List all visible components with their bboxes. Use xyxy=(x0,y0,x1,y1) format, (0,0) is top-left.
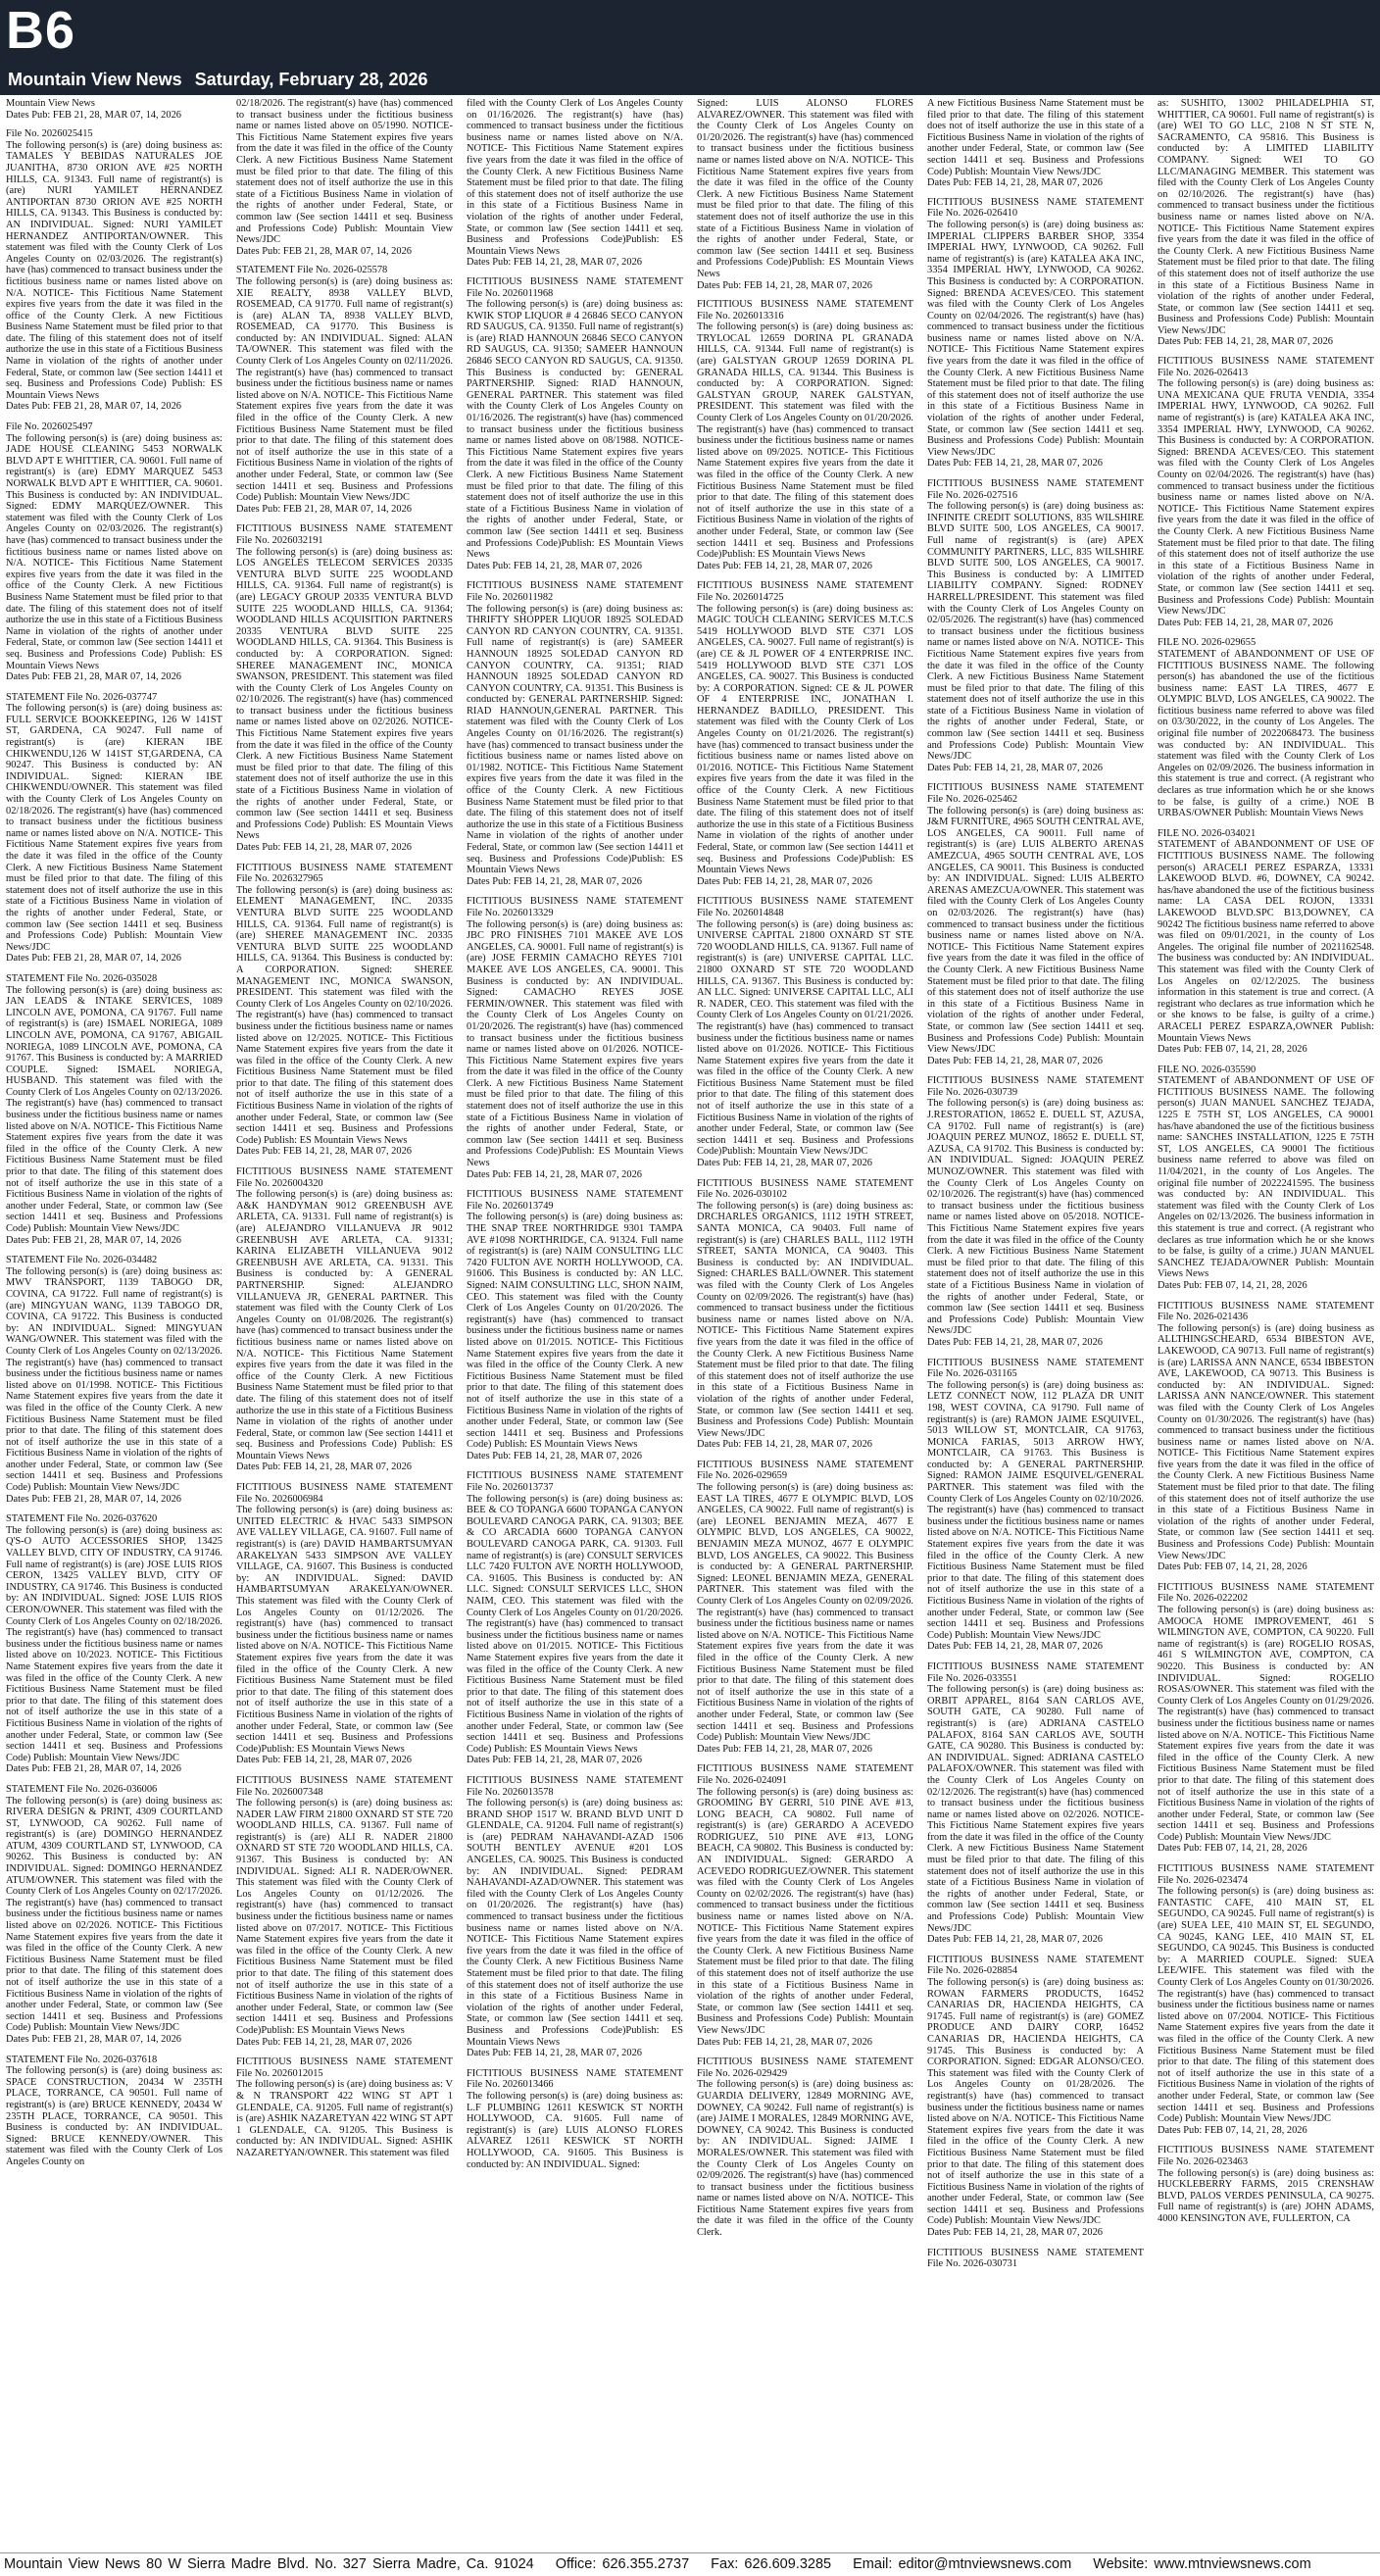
notice-body: The following person(s) is (are) doing business as: TAMALES Y BEBIDAS NATURALES JOE JUANITHA, 8730 ORION AVE #25 NORTH HILLS, CA. 91343. Full name of registrant(s) is (are) NURI YAMILET HERNANDEZ ANTIPORTAN 8730 ORION AVE #25 NORTH HILLS, CA. 91343. This Business is conducted by: AN INDIVIDUAL. Signed: NURI YAMILET HERNANDEZ ANTIPORTAN/OWNER. This statement was filed with the County Clerk of Los Angeles County on 02/03/2026. The registrant(s) have (has) commenced to transact business under the fictitious business name or names listed above on N/A. NOTICE- This Fictitious Name Statement expires five years from the date it was filed in the office of the County Clerk. A new Fictitious Business Name Statement must be filed prior to that date. The filing of this statement does not of itself authorize the use in this state of a Fictitious Business Name in violation of the rights of another under Federal, State, or common law (See section 14411 et seq. Business and Professions Code) Publish: ES Mountain Views News xyxy=(6,139,222,401)
legal-notice xyxy=(927,1075,1144,1348)
notice-file-number: FICTITIOUS BUSINESS NAME STATEMENT File No. 2026-026410 xyxy=(927,196,1144,220)
notice-publication-dates: Dates Pub: FEB 21, 28, MAR 07, 14, 2026 xyxy=(6,1234,181,1246)
notice-publication-dates: Dates Pub: FEB 21, 28, MAR 07, 14, 2026 xyxy=(6,2033,181,2045)
notice-publication-dates: Dates Pub: FEB 14, 21, 28, MAR 07, 2026 xyxy=(467,1450,642,1461)
notice-file-number: FICTITIOUS BUSINESS NAME STATEMENT File No. 2026006984 xyxy=(236,1482,453,1505)
legal-notice xyxy=(697,1460,913,1755)
notice-file-number: FICTITIOUS BUSINESS NAME STATEMENT File No. 2026-029429 xyxy=(697,2056,913,2079)
legal-notice xyxy=(927,2248,1144,2270)
notice-column xyxy=(467,98,683,2546)
notice-file-number: FICTITIOUS BUSINESS NAME STATEMENT File No. 2026-022202 xyxy=(1158,1581,1374,1605)
notice-column xyxy=(236,98,453,2546)
notice-publication-dates: Dates Pub: FEB 14, 21, 28, MAR 07, 2026 xyxy=(236,2036,412,2048)
legal-notice xyxy=(236,1775,453,2048)
footer xyxy=(0,2552,1380,2576)
notice-file-number: FILE NO. 2026-035590 xyxy=(1158,1064,1257,1075)
notice-body: The following person(s) is (are) doing business as: BEE & CO TOPANGA 6600 TOPANGA CANYON BOULEVARD CANOGA PARK, CA. 91303; BEE & CO ARCADIA 6600 TOPANGA CANYON BOULEVARD CANOGA PARK, CA. 91303. Full name of registrant(s) is (are) CONSULT SERVICES LLC 7420 FULTON AVE NORTH HOLLYWOOD, CA. 91605. This Business is conducted by: AN LLC. Signed: CONSULT SERVICES LLC, SHON NAIM, CEO. This statement was filed with the County Clerk of Los Angeles County on 01/20/2026. The registrant(s) have (has) commenced to transact business under the fictitious business name or names listed above on 01/2015. NOTICE- This Fictitious Name Statement expires five years from the date it was filed in the office of the County Clerk. A new Fictitious Business Name Statement must be filed prior to that date. The filing of this statement does not of itself authorize the use in this state of a Fictitious Business Name in violation of the rights of another under Federal, State, or common law (See section 14411 et seq. Business and Professions Code) Publish: ES Mountain Views News xyxy=(467,1493,683,1755)
continued-notice: as: SUSHITO, 13002 PHILADELPHIA ST, WHITTIER, CA 90601. Full name of registrant(s) is (are) WEI TO GO LLC, 2108 N ST STE N, SACRAMENTO, CA 95816. This Business is conducted by: A LIMITED LIABILITY COMPANY. Signed: WEI TO GO LLC/MANAGING MEMBER. This statement was filed with the County Clerk of Los Angeles County on 02/10/2026. The registrant(s) have (has) commenced to transact business under the fictitious business name or names listed above on N/A. NOTICE- This Fictitious Name Statement expires five years from the date it was filed in the office of the County Clerk. A new Fictitious Business Name Statement must be filed prior to that date. The filing of this statement does not of itself authorize the use in this state of a Fictitious Business Name in violation of the rights of another under Federal, State, or common law (See section 14411 et seq. Business and Professions Code) Publish: Mountain View News/JDC Dates Pub: FEB 14, 21, 28, MAR 07, 2026 xyxy=(1158,98,1374,348)
notice-body: The following person(s) is (are) doing business as: JAN LEADS & INTAKE SERVICES, 1089 LINCOLN AVE, POMONA, CA 91767. Full name of registrant(s) is (are) ISMAEL NORIEGA, 1089 LINCOLN AVE, POMONA, CA 91767, ABIGAIL NORIEGA, 1089 LINCOLN AVE, POMONA, CA 91767. This Business is conducted by: A MARRIED COUPLE. Signed: ISMAEL NORIEGA, HUSBAND. This statement was filed with the County Clerk of Los Angeles County on 02/13/2026. The registrant(s) have (has) commenced to transact business under the fictitious business name or names listed above on N/A. NOTICE- This Fictitious Name Statement expires five years from the date it was filed in the office of the County Clerk. A new Fictitious Business Name Statement must be filed prior to that date. The filing of this statement does not of itself authorize the use in this state of a Fictitious Business Name in violation of the rights of another under Federal, State, or common law (See section 14411 et seq. Business and Professions Code) Publish: Mountain View News/JDC xyxy=(6,984,222,1234)
notice-publication-dates: Dates Pub: FEB 14, 21, 28, MAR 07, 2026 xyxy=(236,842,412,853)
legal-notices-columns xyxy=(6,98,1374,2546)
notice-publication-dates: Dates Pub: FEB 21, 28, MAR 07, 14, 2026 xyxy=(6,1493,181,1505)
legal-notice xyxy=(927,1358,1144,1653)
notice-publication-dates: Dates Pub: FEB 14, 21, 28, MAR 07, 2026 xyxy=(927,1934,1103,1946)
notice-file-number: FILE NO. 2026-034021 xyxy=(1158,827,1257,839)
notice-body: The following person(s) is (are) doing business as: L.F PLUMBING 12611 KESWICK ST NORTH HOLLYWOOD, CA. 91605. Full name of registrant(s) is (are) LUIS ALONSO FLORES ALVAREZ 12611 KESWICK ST NORTH HOLLYWOOD, CA. 91605. This Business is conducted by: AN INDIVIDUAL. Signed: xyxy=(467,2090,683,2170)
notice-file-number: FICTITIOUS BUSINESS NAME STATEMENT File No. 2026-023463 xyxy=(1158,2145,1374,2167)
notice-file-number: FICTITIOUS BUSINESS NAME STATEMENT File No. 2026-031165 xyxy=(927,1357,1144,1380)
footer-fax: Fax: 626.609.3285 xyxy=(711,2556,832,2572)
legal-notice xyxy=(1158,1863,1374,2136)
notice-publication-dates: Dates Pub: FEB 21, 28, MAR 07, 14, 2026 xyxy=(6,1763,181,1775)
legal-notice xyxy=(1158,1582,1374,1855)
notice-file-number: STATEMENT File No. 2026-037618 xyxy=(6,2054,158,2065)
legal-notice xyxy=(6,1784,222,2046)
legal-notice xyxy=(6,2055,222,2168)
notice-publication-dates: Dates Pub: FEB 14, 21, 28, MAR 07, 2026 xyxy=(697,1158,872,1169)
legal-notice xyxy=(467,580,683,887)
notice-body: The following person(s) is (are) doing business as: MWV TRANSPORT, 1139 TABOGO DR, COVINA, CA 91722. Full name of registrant(s) is (are) MINGYUAN WANG, 1139 TABOGO DR, COVINA, CA 91722. This Business is conducted by: AN INDIVIDUAL. Signed: MINGYUAN WANG/OWNER. This statement was filed with the County Clerk of Los Angeles County on 02/13/2026. The registrant(s) have (has) commenced to transact business under the fictitious business name or names listed above on 01/1998. NOTICE- This Fictitious Name Statement expires five years from the date it was filed in the office of the County Clerk. A new Fictitious Business Name Statement must be filed prior to that date. The filing of this statement does not of itself authorize the use in this state of a Fictitious Business Name in violation of the rights of another under Federal, State, or common law (See section 14411 et seq. Business and Professions Code) Publish: Mountain View News/JDC xyxy=(6,1265,222,1494)
notice-body: STATEMENT of ABANDONMENT OF USE OF FICTITIOUS BUSINESS NAME. The following person(s) JUAN MANUEL SANCHEZ TEJADA, 1225 E 75TH ST, LOS ANGELES, CA 90001 has/have abandoned the use of the fictitious business name: SANCHES INSTALLATION, 1225 E 75TH ST, LOS ANGELES, CA 90001 The fictitious business name referred to above was filed on 11/04/2021, in the county of Los Angeles. The original file number of 2022241595. The business was conducted by: AN INDIVIDUAL. This statement was filed with the County Clerk of Los Angeles on 02/13/2026. The business information in this statement is true and correct. (A registrant who declares as true information which he or she knows to be false, is guilty of a crime.) JUAN MANUEL SANCHEZ TEJADA/OWNER Publish: Mountain Views News xyxy=(1158,1075,1374,1280)
legal-notice xyxy=(927,478,1144,773)
notice-file-number: FICTITIOUS BUSINESS NAME STATEMENT File No. 2026011968 xyxy=(467,275,683,299)
legal-notice xyxy=(697,1178,913,1451)
notice-body: The following person(s) is (are) doing business as: UNA MEXICANA QUE FRUTA VENDIA, 3354 IMPERIAL HWY, LYNWOOD, CA 90262. Full name of registrant(s) is (are) KATALEA AKA INC, 3354 IMPERIAL HWY, LYNWOOD, CA 90262. This Business is conducted by: A CORPORATION. Signed: BRENDA ACEVES/CEO. This statement was filed with the County Clerk of Los Angeles County on 02/04/2026. The registrant(s) have (has) commenced to transact business under the fictitious business name or names listed above on N/A. NOTICE- This Fictitious Name Statement expires five years from the date it was filed in the office of the County Clerk. A new Fictitious Business Name Statement must be filed prior to that date. The filing of this statement does not of itself authorize the use in this state of a Fictitious Business Name in violation of the rights of another under Federal, State, or common law (See section 14411 et seq. Business and Professions Code) Publish: Mountain View News/JDC xyxy=(1158,378,1374,618)
notice-body: The following person(s) is (are) doing business as: V & N TRANSPORT 422 WING ST APT 1 GLENDALE, CA. 91205. Full name of registrant(s) is (are) ASHIK NAZARETYAN 422 WING ST APT 1 GLENDALE, CA. 91205. This Business is conducted by: AN INDIVIDUAL. Signed: ASHIK NAZARETYAN/OWNER. This statement was filed xyxy=(236,2079,453,2158)
continued-notice: filed with the County Clerk of Los Angeles County on 01/16/2026. The registrant(s) have (has) commenced to transact business under the fictitious business name or names listed above on N/A. NOTICE- This Fictitious Name Statement expires five years from the date it was filed in the office of the County Clerk. A new Fictitious Business Name Statement must be filed prior to that date. The filing of this statement does not of itself authorize the use in this state of a Fictitious Business Name in violation of the rights of another under Federal, State, or common law (See section 14411 et seq. Business and Professions Code)Publish: ES Mountain Views News Dates Pub: FEB 14, 21, 28, MAR 07, 2026 xyxy=(467,98,683,269)
legal-notice xyxy=(236,1482,453,1766)
notice-file-number: FICTITIOUS BUSINESS NAME STATEMENT File No. 2026012015 xyxy=(236,2056,453,2079)
notice-body: The following person(s) is (are) doing business as: ROWAN FARMERS PRODUCTS, 16452 CANARIAS DR, HACIENDA HEIGHTS, CA 91745. Full name of registrant(s) is (are) GOMEZ PRODUCE AND DAIRY CORP, 16452 CANARIAS DR, HACIENDA HEIGHTS, CA 91745. This Business is conducted by: A CORPORATION. Signed: EDGAR ALONSO/CEO. This statement was filed with the County Clerk of Los Angeles County on 01/28/2026. The registrant(s) have (has) commenced to transact business under the fictitious business name or names listed above on N/A. NOTICE- This Fictitious Name Statement expires five years from the date it was filed in the office of the County Clerk. A new Fictitious Business Name Statement must be filed prior to that date. The filing of this statement does not of itself authorize the use in this state of a Fictitious Business Name in violation of the rights of another under Federal, State, or common law (See section 14411 et seq. Business and Professions Code) Publish: Mountain View News/JDC xyxy=(927,1977,1144,2227)
notice-file-number: FICTITIOUS BUSINESS NAME STATEMENT File No. 2026014848 xyxy=(697,896,913,918)
notice-file-number: FICTITIOUS BUSINESS NAME STATEMENT File No. 2026-024091 xyxy=(697,1763,913,1786)
notice-publication-dates: Dates Pub: FEB 14, 21, 28, MAR 07, 2026 xyxy=(927,1641,1103,1653)
masthead xyxy=(0,0,1380,95)
notice-body: The following person(s) is (are) doing business as: Q'S-O AUTO ACCESSORIES SHOP, 13425 VALLEY BLVD, CITY OF INDUSTRY, CA 91746. Full name of registrant(s) is (are) JOSE LUIS RIOS CERON, 13425 VALLEY BLVD, CITY OF INDUSTRY, CA 91746. This Business is conducted by: AN INDIVIDUAL. Signed: JOSE LUIS RIOS CERON/OWNER. This statement was filed with the County Clerk of Los Angeles County on 02/18/2026. The registrant(s) have (has) commenced to transact business under the fictitious business name or names listed above on 10/2023. NOTICE- This Fictitious Name Statement expires five years from the date it was filed in the office of the County Clerk. A new Fictitious Business Name Statement must be filed prior to that date. The filing of this statement does not of itself authorize the use in this state of a Fictitious Business Name in violation of the rights of another under Federal, State, or common law (See section 14411 et seq. Business and Professions Code) Publish: Mountain View News/JDC xyxy=(6,1524,222,1763)
notice-body: The following person(s) is (are) doing business as: GROOMING BY GERRI, 510 PINE AVE #13, LONG BEACH, CA 90802. Full name of registrant(s) is (are) GERARDO A ACEVEDO RODRIGUEZ, 510 PINE AVE #13, LONG BEACH, CA 90802. This Business is conducted by: AN INDIVIDUAL. Signed: GERARDO A ACEVEDO RODRIGUEZ/OWNER. This statement was filed with the County Clerk of Los Angeles County on 02/02/2026. The registrant(s) have (has) commenced to transact business under the fictitious business name or names listed above on N/A. NOTICE- This Fictitious Name Statement expires five years from the date it was filed in the office of the County Clerk. A new Fictitious Business Name Statement must be filed prior to that date. The filing of this statement does not of itself authorize the use in this state of a Fictitious Business Name in violation of the rights of another under Federal, State, or common law (See section 14411 et seq. Business and Professions Code) Publish: Mountain View News/JDC xyxy=(697,1786,913,2036)
notice-body: The following person(s) is (are) doing business as: KWIK STOP LIQUOR # 4 26846 SECO CANYON RD SAUGUS, CA. 91350. Full name of registrant(s) is (are) RIAD HANNOUN 26846 SECO CANYON RD SAUGUS, CA. 91350; SAMEER HANNOUN 26846 SECO CANYON RD SAUGUS, CA. 91350. This Business is conducted by: GENERAL PARTNERSHIP. Signed: RIAD HANNOUN, GENERAL PARTNER. This statement was filed with the County Clerk of Los Angeles County on 01/16/2026. The registrant(s) have (has) commenced to transact business under the fictitious business name or names listed above on 08/1988. NOTICE- This Fictitious Name Statement expires five years from the date it was filed in the office of the County Clerk. A new Fictitious Business Name Statement must be filed prior to that date. The filing of this statement does not of itself authorize the use in this state of a Fictitious Business Name in violation of the rights of another under Federal, State, or common law (See section 14411 et seq. Business and Professions Code)Publish: ES Mountain Views News xyxy=(467,299,683,561)
notice-body: The following person(s) is (are) doing business as: HUCKLEBERRY FARMS, 2015 CRENSHAW BLVD, PALOS VERDES PENINSULA, CA 90275. Full name of registrant(s) is (are) JOHN ADAMS, 4000 KENSINGTON AVE, FULLERTON, CA xyxy=(1158,2167,1374,2224)
legal-notice xyxy=(1158,2145,1374,2224)
legal-notice xyxy=(697,896,913,1168)
footer-email[interactable]: Email: editor@mtnviewsnews.com xyxy=(853,2556,1072,2572)
notice-publication-dates: Dates Pub: FEB 14, 21, 28, MAR 07, 2026 xyxy=(467,560,642,571)
notice-body: The following person(s) is (are) doing business as: GUARDIA DELIVERY, 12849 MORNING AVE, DOWNEY, CA 90242. Full name of registrant(s) is (are) JAIME I MORALES, 12849 MORNING AVE, DOWNEY, CA 90242. This Business is conducted by: AN INDIVIDUAL. Signed: JAIME I MORALES/OWNER. This statement was filed with the County Clerk of Los Angeles County on 02/09/2026. The registrant(s) have (has) commenced to transact business under the fictitious business name or names listed above on N/A. NOTICE- This Fictitious Name Statement expires five years from the date it was filed in the office of the County Clerk. xyxy=(697,2079,913,2239)
continued-notice: Mountain View News Dates Pub: FEB 21, 28, MAR 07, 14, 2026 xyxy=(6,98,181,121)
notice-publication-dates: Dates Pub: FEB 07, 14, 21, 28, 2026 xyxy=(1158,1843,1307,1855)
notice-body: The following person(s) is (are) doing business as: MAGIC TOUCH CLEANING SERVICES M.T.C.S 5419 HOLLYWOOD BLVD STE C371 LOS ANGELES, CA. 90027. Full name of registrant(s) is (are) CE & JL POWER OF 4 ENTERPRISE INC. 5419 HOLLYWOOD BLVD STE C371 LOS ANGELES, CA. 90027. This Business is conducted by: A CORPORATION. Signed: CE & JL POWER OF 4 ENTERPRISE INC, JONATHAN I. HERNANDEZ BADILLO, PRESIDENT. This statement was filed with the County Clerk of Los Angeles County on 01/21/2026. The registrant(s) have (has) commenced to transact business under the fictitious business name or names listed above on 01/2016. NOTICE- This Fictitious Name Statement expires five years from the date it was filed in the office of the County Clerk. A new Fictitious Business Name Statement must be filed prior to that date. The filing of this statement does not of itself authorize the use in this state of a Fictitious Business Name in violation of the rights of another under Federal, State, or common law (See section 14411 et seq. Business and Professions Code)Publish: ES Mountain Views News xyxy=(697,603,913,876)
notice-publication-dates: Dates Pub: FEB 21, 28, MAR 07, 14, 2026 xyxy=(236,503,412,515)
notice-body: The following person(s) is (are) doing business as ALLTHINGSCHEARD, 6534 BIBESTON AVE, LAKEWOOD, CA 90713. Full name of registrant(s) is (are) LARISSA ANN NANCE, 6534 IBBESTON AVE, LAKEWOOD, CA 90713. This Business is conducted by: AN INDIVIDUAL. Signed: LARISSA ANN NANCE/OWNER. This statement was filed with the County Clerk of Los Angeles County on 01/30/2026. The registrant(s) have (has) commenced to transact business under the fictitious business name or names listed above on N/A. NOTICE- This Fictitious Name Statement expires five years from the date it was filed in the office of the County Clerk. A new Fictitious Business Name Statement must be filed prior to that date. The filing of this statement does not of itself authorize the use in this state of a Fictitious Business Name in violation of the rights of another under Federal, State, or common law (See section 14411 et seq. Business and Professions Code) Publish: Mountain View News/JDC xyxy=(1158,1322,1374,1561)
notice-body: The following person(s) is (are) doing business as: LOS ANGELES TELECOM SERVICES 20335 VENTURA BLVD SUITE 225 WOODLAND HILLS, CA. 91364. Full name of registrant(s) is (are) LEGACY GROUP 20335 VENTURA BLVD SUITE 225 WOODLAND HILLS, CA. 91364; WOODLAND HILLS ACQUISITION PARTNERS 20335 VENTURA BLVD SUITE 225 WOODLAND HILLS, CA. 91364. This Business is conducted by: A CORPORATION. Signed: SHEREE MANAGEMENT INC, MONICA SWANSON, PRESIDENT. This statement was filed with the County Clerk of Los Angeles County on 02/10/2026. The registrant(s) have (has) commenced to transact business under the fictitious business name or names listed above on 02/2026. NOTICE- This Fictitious Name Statement expires five years from the date it was filed in the office of the County Clerk. A new Fictitious Business Name Statement must be filed prior to that date. The filing of this statement does not of itself authorize the use in this state of a Fictitious Business Name in violation of the rights of another under Federal, State, or common law (See section 14411 et seq. Business and Professions Code) Publish: ES Mountain Views News xyxy=(236,546,453,842)
notice-body: The following person(s) is (are) doing business as: UNITED ELECTRIC & HVAC 5433 SIMPSON AVE VALLEY VILLAGE, CA. 91607. Full name of registrant(s) is (are) DAVID HAMBARTSUMYAN ARAKELYAN 5433 SIMPSON AVE VALLEY VILLAGE, CA. 91607. This Business is conducted by: AN INDIVIDUAL. Signed: DAVID HAMBARTSUMYAN ARAKELYAN/OWNER. This statement was filed with the County Clerk of Los Angeles County on 01/12/2026. The registrant(s) have (has) commenced to transact business under the fictitious business name or names listed above on N/A. NOTICE- This Fictitious Name Statement expires five years from the date it was filed in the office of the County Clerk. A new Fictitious Business Name Statement must be filed prior to that date. The filing of this statement does not of itself authorize the use in this state of a Fictitious Business Name in violation of the rights of another under Federal, State, or common law (See section 14411 et seq. Business and Professions Code)Publish: ES Mountain Views News xyxy=(236,1505,453,1755)
notice-file-number: FICTITIOUS BUSINESS NAME STATEMENT File No. 2026013329 xyxy=(467,896,683,918)
legal-notice xyxy=(467,1775,683,2059)
legal-notice xyxy=(1158,1065,1374,1292)
continued-notice: A new Fictitious Business Name Statement must be filed prior to that date. The filing of this statement does not of itself authorize the use in this state of a Fictitious Business Name in violation of the rights of another under Federal, State, or common law (See section 14411 et seq. Business and Professions Code) Publish: Mountain View News/JDC Dates Pub: FEB 14, 21, 28, MAR 07, 2026 xyxy=(927,98,1144,189)
notice-file-number: FICTITIOUS BUSINESS NAME STATEMENT File No. 2026-030102 xyxy=(697,1177,913,1201)
notice-body: The following person(s) is (are) doing business as: A&K HANDYMAN 9012 GREENBUSH AVE ARLETA, CA. 91331. Full name of registrant(s) is (are) ALEJANDRO VILLANUEVA JR 9012 GREENBUSH AVE ARLETA, CA. 91331; KARINA ELIZABETH VILLANUEVA 9012 GREENBUSH AVE ARLETA, CA. 91331. This Business is conducted by: A GENERAL PARTNERSHIP. Signed: ALEJANDRO VILLANUEVA JR, GENERAL PARTNER. This statement was filed with the County Clerk of Los Angeles County on 01/08/2026. The registrant(s) have (has) commenced to transact business under the fictitious business name or names listed above on N/A. NOTICE- This Fictitious Name Statement expires five years from the date it was filed in the office of the County Clerk. A new Fictitious Business Name Statement must be filed prior to that date. The filing of this statement does not of itself authorize the use in this state of a Fictitious Business Name in violation of the rights of another under Federal, State, or common law (See section 14411 et seq. Business and Professions Code) Publish: ES Mountain Views News xyxy=(236,1189,453,1461)
legal-notice xyxy=(6,1255,222,1505)
legal-notice xyxy=(6,128,222,413)
notice-body: The following person(s) is (are) doing business as: JBC PRO FINISHES 7101 MAKEE AVE LOS ANGELES, CA. 90001. Full name of registrant(s) is (are) JOSE FERMIN CAMACHO REYES 7101 MAKEE AVE LOS ANGELES, CA. 90001. This Business is conducted by: AN INDIVIDUAL. Signed: CAMACHO REYES JOSE FERMIN/OWNER. This statement was filed with the County Clerk of Los Angeles County on 01/20/2026. The registrant(s) have (has) commenced to transact business under the fictitious business name or names listed above on 01/2026. NOTICE- This Fictitious Name Statement expires five years from the date it was filed in the office of the County Clerk. A new Fictitious Business Name Statement must be filed prior to that date. The filing of this statement does not of itself authorize the use in this state of a Fictitious Business Name in violation of the rights of another under Federal, State, or common law (See section 14411 et seq. Business and Professions Code)Publish: ES Mountain Views News xyxy=(467,918,683,1169)
notice-file-number: FICTITIOUS BUSINESS NAME STATEMENT File No. 2026-033551 xyxy=(927,1660,1144,1684)
notice-file-number: FICTITIOUS BUSINESS NAME STATEMENT File No. 2026007348 xyxy=(236,1774,453,1798)
notice-body: The following person(s) is (are) doing business as: BRAND SHOP 1517 W. BRAND BLVD UNIT D GLENDALE, CA. 91204. Full name of registrant(s) is (are) PEDRAM NAHAVANDI-AZAD 1506 SOUTH BENTLEY AVENUE #201 LOS ANGELES, CA. 90025. This Business is conducted by: AN INDIVIDUAL. Signed: PEDRAM NAHAVANDI-AZAD/OWNER. This statement was filed with the County Clerk of Los Angeles County on 01/20/2026. The registrant(s) have (has) commenced to transact business under the fictitious business name or names listed above on N/A. NOTICE- This Fictitious Name Statement expires five years from the date it was filed in the office of the County Clerk. A new Fictitious Business Name Statement must be filed prior to that date. The filing of this statement does not of itself authorize the use in this state of a Fictitious Business Name in violation of the rights of another under Federal, State, or common law (See section 14411 et seq. Business and Professions Code)Publish: ES Mountain Views News xyxy=(467,1798,683,2048)
notice-file-number: FICTITIOUS BUSINESS NAME STATEMENT File No. 2026011982 xyxy=(467,580,683,603)
notice-file-number: File No. 2026025497 xyxy=(6,421,93,433)
notice-file-number: FICTITIOUS BUSINESS NAME STATEMENT File No. 2026-025462 xyxy=(927,782,1144,806)
legal-notice xyxy=(927,1661,1144,1946)
footer-website[interactable]: Website: www.mtnviewsnews.com xyxy=(1093,2556,1311,2572)
notice-file-number: FICTITIOUS BUSINESS NAME STATEMENT File No. 2026013466 xyxy=(467,2067,683,2091)
notice-publication-dates: Dates Pub: FEB 14, 21, 28, MAR 07, 2026 xyxy=(467,1168,642,1180)
notice-publication-dates: Dates Pub: FEB 14, 21, 28, MAR 07, 2026 xyxy=(927,2227,1103,2239)
notice-publication-dates: Dates Pub: FEB 14, 21, 28, MAR 07, 2026 xyxy=(467,1755,642,1766)
notice-publication-dates: Dates Pub: FEB 21, 28, MAR 07, 14, 2026 xyxy=(6,401,181,413)
notice-file-number: File No. 2026025415 xyxy=(6,128,93,140)
legal-notice xyxy=(467,2068,683,2170)
notice-body: The following person(s) is (are) doing business as: FULL SERVICE BOOKKEEPING, 126 W 141ST ST, GARDENA, CA 90247. Full name of registrant(s) is (are) KIERAN IBE CHIKWENDU,126 W 141ST ST,GARDENA, CA 90247. This Business is conducted by: AN INDIVIDUAL. Signed: KIERAN IBE CHIKWENDU/OWNER. This statement was filed with the County Clerk of Los Angeles County on 02/18/2026. The registrant(s) have (has) commenced to transact business under the fictitious business name or names listed above on N/A. NOTICE- This Fictitious Name Statement expires five years from the date it was filed in the office of the County Clerk. A new Fictitious Business Name Statement must be filed prior to that date. The filing of this statement does not of itself authorize the use in this state of a Fictitious Business Name in violation of the rights of another under Federal, State, or common law (See section 14411 et seq. Business and Professions Code) Publish: Mountain View News/JDC xyxy=(6,703,222,953)
notice-publication-dates: Dates Pub: FEB 14, 21, 28, MAR 07, 2026 xyxy=(467,875,642,887)
notice-body: The following person(s) is (are) doing business as: NADER LAW FIRM 21800 OXNARD ST STE 720 WOODLAND HILLS, CA. 91367. Full name of registrant(s) is (are) ALI R. NADER 21800 OXNARD ST STE 720 WOODLAND HILLS, CA. 91367. This Business is conducted by: AN INDIVIDUAL. Signed: ALI R. NADER/OWNER. This statement was filed with the County Clerk of Los Angeles County on 01/12/2026. The registrant(s) have (has) commenced to transact business under the fictitious business name or names listed above on 07/2017. NOTICE- This Fictitious Name Statement expires five years from the date it was filed in the office of the County Clerk. A new Fictitious Business Name Statement must be filed prior to that date. The filing of this statement does not of itself authorize the use in this state of a Fictitious Business Name in violation of the rights of another under Federal, State, or common law (See section 14411 et seq. Business and Professions Code)Publish: ES Mountain Views News xyxy=(236,1798,453,2036)
notice-file-number: STATEMENT File No. 2026-037620 xyxy=(6,1513,158,1525)
legal-notice xyxy=(697,2056,913,2239)
legal-notice xyxy=(236,2056,453,2158)
legal-notice xyxy=(236,523,453,853)
notice-publication-dates: Dates Pub: FEB 14, 21, 28, MAR 07, 2026 xyxy=(236,1755,412,1766)
notice-publication-dates: Dates Pub: FEB 07, 14, 21, 28, 2026 xyxy=(1158,1044,1307,1056)
notice-publication-dates: Dates Pub: FEB 14, 21, 28, MAR 07, 2026 xyxy=(697,2036,872,2048)
notice-file-number: FICTITIOUS BUSINESS NAME STATEMENT File No. 2026-026413 xyxy=(1158,356,1374,378)
notice-file-number: FICTITIOUS BUSINESS NAME STATEMENT File No. 2026013737 xyxy=(467,1470,683,1494)
legal-notice xyxy=(697,1763,913,2048)
legal-notice xyxy=(6,692,222,965)
notice-body: The following person(s) is (are) doing business as: FANTASTIC CAFE, 410 MAIN ST, EL SEGUNDO, CA 90245. Full name of registrant(s) is (are) SUEA LEE, 410 MAIN ST, EL SEGUNDO, CA 90245, KANG LEE, 410 MAIN ST, EL SEGUNDO, CA 90245. This Business is conducted by: A MARRIED COUPLE. Signed: SUEA LEE/WIFE. This statement was filed with the County Clerk of Los Angeles County on 01/30/2026. The registrant(s) have (has) commenced to transact business under the fictitious business name or names listed above on 07/2004. NOTICE- This Fictitious Name Statement expires five years from the date it was filed in the office of the County Clerk. A new Fictitious Business Name Statement must be filed prior to that date. The filing of this statement does not of itself authorize the use in this state of a Fictitious Business Name in violation of the rights of another under Federal, State, or common law (See section 14411 et seq. Business and Professions Code) Publish: Mountain View News/JDC xyxy=(1158,1886,1374,2125)
notice-body: The following person(s) is (are) doing business as: DRCHARLES ORGANICS, 1112 19TH STREET, SANTA MONICA, CA 90403. Full name of registrant(s) is (are) CHARLES BALL, 1112 19TH STREET, SANTA MONICA, CA 90403. This Business is conducted by: AN INDIVIDUAL. Signed: CHARLES BALL/OWNER. This statement was filed with the County Clerk of Los Angeles County on 02/09/2026. The registrant(s) have (has) commenced to transact business under the fictitious business name or names listed above on N/A. NOTICE- This Fictitious Name Statement expires five years from the date it was filed in the office of the County Clerk. A new Fictitious Business Name Statement must be filed prior to that date. The filing of this statement does not of itself authorize the use in this state of a Fictitious Business Name in violation of the rights of another under Federal, State, or common law (See section 14411 et seq. Business and Professions Code) Publish: Mountain View News/JDC xyxy=(697,1200,913,1439)
notice-file-number: STATEMENT File No. 2026-037747 xyxy=(6,691,158,703)
notice-column xyxy=(6,98,222,2546)
notice-publication-dates: Dates Pub: FEB 14, 21, 28, MAR 07, 2026 xyxy=(927,458,1103,470)
legal-notice xyxy=(6,973,222,1246)
notice-body: The following person(s) is (are) doing business as: INFINITE CREDIT SOLUTIONS, 835 WILSHIRE BLVD SUITE 500, LOS ANGELES, CA 90017. Full name of registrant(s) is (are) APEX COMMUNITY PARTNERS, LLC, 835 WILSHIRE BLVD SUITE 500, LOS ANGELES, CA 90017. This Business is conducted by: A LIMITED LIABILITY COMPANY. Signed: RODNEY HARRELL/PRESIDENT. This statement was filed with the County Clerk of Los Angeles County on 02/05/2026. The registrant(s) have (has) commenced to transact business under the fictitious business name or names listed above on N/A. NOTICE- This Fictitious Name Statement expires five years from the date it was filed in the office of the County Clerk. A new Fictitious Business Name Statement must be filed prior to that date. The filing of this statement does not of itself authorize the use in this state of a Fictitious Business Name in violation of the rights of another under Federal, State, or common law (See section 14411 et seq. Business and Professions Code) Publish: Mountain View News/JDC xyxy=(927,501,1144,763)
notice-file-number: STATEMENT File No. 2026-034482 xyxy=(6,1255,158,1266)
notice-column xyxy=(697,98,913,2546)
footer-office-phone: Office: 626.355.2737 xyxy=(555,2556,690,2572)
continued-notice: 02/18/2026. The registrant(s) have (has) commenced to transact business under the fictitious business name or names listed above on 05/1990. NOTICE- This Fictitious Name Statement expires five years from the date it was filed in the office of the County Clerk. A new Fictitious Business Name Statement must be filed prior to that date. The filing of this statement does not of itself authorize the use in this state of a Fictitious Business Name in violation of the rights of another under Federal, State, or common law (See section 14411 et seq. Business and Professions Code) Publish: Mountain View News/JDC Dates Pub: FEB 21, 28, MAR 07, 14, 2026 xyxy=(236,98,453,257)
notice-publication-dates: Dates Pub: FEB 14, 21, 28, MAR 07, 2026 xyxy=(927,1336,1103,1348)
footer-address: Mountain View News 80 W Sierra Madre Blvd. No. 327 Sierra Madre, Ca. 91024 xyxy=(4,2556,534,2572)
notice-file-number: FICTITIOUS BUSINESS NAME STATEMENT File No. 2026-023474 xyxy=(1158,1863,1374,1886)
legal-notice xyxy=(6,421,222,683)
paper-name: Mountain View News xyxy=(8,70,182,89)
notice-file-number: FICTITIOUS BUSINESS NAME STATEMENT File No. 2026-030739 xyxy=(927,1075,1144,1098)
legal-notice xyxy=(697,580,913,887)
legal-notice xyxy=(927,782,1144,1066)
notice-file-number: FICTITIOUS BUSINESS NAME STATEMENT File No. 2026013749 xyxy=(467,1189,683,1212)
legal-notice xyxy=(467,1470,683,1765)
page-number: B6 xyxy=(6,1,76,60)
legal-notice xyxy=(467,896,683,1180)
legal-notice xyxy=(236,863,453,1158)
notice-publication-dates: Dates Pub: FEB 14, 21, 28, MAR 07, 2026 xyxy=(1158,617,1333,628)
legal-notice xyxy=(1158,1301,1374,1573)
legal-notice xyxy=(927,197,1144,470)
notice-body: The following person(s) is (are) doing business as: EAST LA TIRES, 4677 E OLYMPIC BLVD, LOS ANGELES, CA 90022. Full name of registrant(s) is (are) LEONEL BENJAMIN MEZA, 4677 E OLYMPIC BLVD, LOS ANGELES, CA 90022, BENJAMIN MEZA MUNOZ, 4677 E OLYMPIC BLVD, LOS ANGELES, CA 90022. This Business is conducted by: A GENERAL PARTNERSHIP. Signed: LEONEL BENJAMIN MEZA, GENERAL PARTNER. This statement was filed with the County Clerk of Los Angeles County on 02/09/2026. The registrant(s) have (has) commenced to transact business under the fictitious business name or names listed above on N/A. NOTICE- This Fictitious Name Statement expires five years from the date it was filed in the office of the County Clerk. A new Fictitious Business Name Statement must be filed prior to that date. The filing of this statement does not of itself authorize the use in this state of a Fictitious Business Name in violation of the rights of another under Federal, State, or common law (See section 14411 et seq. Business and Professions Code) Publish: Mountain View News/JDC xyxy=(697,1482,913,1744)
notice-publication-dates: Dates Pub: FEB 14, 21, 28, MAR 07, 2026 xyxy=(697,875,872,887)
notice-file-number: FICTITIOUS BUSINESS NAME STATEMENT File No. 2026032191 xyxy=(236,523,453,546)
notice-file-number: FICTITIOUS BUSINESS NAME STATEMENT File No. 2026014725 xyxy=(697,580,913,603)
notice-file-number: FICTITIOUS BUSINESS NAME STATEMENT File No. 2026013316 xyxy=(697,299,913,322)
notice-file-number: FICTITIOUS BUSINESS NAME STATEMENT File No. 2026-027516 xyxy=(927,478,1144,501)
notice-publication-dates: Dates Pub: FEB 14, 21, 28, MAR 07, 2026 xyxy=(927,762,1103,773)
notice-publication-dates: Dates Pub: FEB 07, 14, 21, 28, 2026 xyxy=(1158,1561,1307,1573)
notice-file-number: STATEMENT File No. 2026-025578 xyxy=(236,265,388,276)
notice-publication-dates: Dates Pub: FEB 14, 21, 28, MAR 07, 2026 xyxy=(467,2048,642,2059)
issue-date: Saturday, February 28, 2026 xyxy=(194,70,428,89)
legal-notice xyxy=(697,299,913,571)
legal-notice xyxy=(927,1955,1144,2239)
legal-notice xyxy=(467,276,683,571)
notice-publication-dates: Dates Pub: FEB 14, 21, 28, MAR 07, 2026 xyxy=(927,1055,1103,1066)
notice-publication-dates: Dates Pub: FEB 14, 21, 28, MAR 07, 2026 xyxy=(236,1146,412,1158)
notice-file-number: FICTITIOUS BUSINESS NAME STATEMENT File No. 2026-028854 xyxy=(927,1954,1144,1977)
notice-body: The following person(s) is (are) doing business as: LETZ CONNECT NOW, 112 PLAZA DR UNIT 198, WEST COVINA, CA 91790. Full name of registrant(s) is (are) RAMON JAIME ESQUIVEL, 5013 WILLOW ST, MONTCLAIR, CA 91763, MONICA FARIAS, 5013 ARROW HWY, MONTCLAIR, CA 91763. This Business is conducted by: A GENERAL PARTNERSHIP. Signed: RAMON JAIME ESQUIVEL/GENERAL PARTNER. This statement was filed with the County Clerk of Los Angeles County on 02/10/2026. The registrant(s) have (has) commenced to transact business under the fictitious business name or names listed above on N/A. NOTICE- This Fictitious Name Statement expires five years from the date it was filed in the office of the County Clerk. A new Fictitious Business Name Statement must be filed prior to that date. The filing of this statement does not of itself authorize the use in this state of a Fictitious Business Name in violation of the rights of another under Federal, State, or common law (See section 14411 et seq. Business and Professions Code) Publish: Mountain View News/JDC xyxy=(927,1379,1144,1641)
notice-file-number: FICTITIOUS BUSINESS NAME STATEMENT File No. 2026-029659 xyxy=(697,1459,913,1482)
notice-body: The following person(s) is (are) doing business as: XIE REALTY, 8938 VALLEY BLVD, ROSEMEAD, CA 91770. Full name of registrant(s) is (are) ALAN TA, 8938 VALLEY BLVD, ROSEMEAD, CA 91770. This Business is conducted by: AN INDIVIDUAL. Signed: ALAN TA/OWNER. This statement was filed with the County Clerk of Los Angeles County on 02/11/2026. The registrant(s) have (has) commenced to transact business under the fictitious business name or names listed above on N/A. NOTICE- This Fictitious Name Statement expires five years from the date it was filed in the office of the County Clerk. A new Fictitious Business Name Statement must be filed prior to that date. The filing of this statement does not of itself authorize the use in this state of a Fictitious Business Name in violation of the rights of another under Federal, State, or common law (See section 14411 et seq. Business and Professions Code) Publish: Mountain View News/JDC xyxy=(236,275,453,504)
legal-notice xyxy=(1158,356,1374,628)
legal-notice xyxy=(6,1513,222,1775)
legal-notice xyxy=(467,1189,683,1461)
notice-publication-dates: Dates Pub: FEB 14, 21, 28, MAR 07, 2026 xyxy=(697,1439,872,1451)
notice-publication-dates: Dates Pub: FEB 07, 14, 21, 28, 2026 xyxy=(1158,2124,1307,2136)
notice-body: The following person(s) is (are) doing business as: UNIVERSE CAPITAL 21800 OXNARD ST STE 720 WOODLAND HILLS, CA. 91367. Full name of registrant(s) is (are) UNIVERSE CAPITAL LLC. 21800 OXNARD ST STE 720 WOODLAND HILLS, CA. 91367. This Business is conducted by: AN LLC. Signed: UNIVERSE CAPITAL LLC, ALI R. NADER, CEO. This statement was filed with the County Clerk of Los Angeles County on 01/21/2026. The registrant(s) have (has) commenced to transact business under the fictitious business name or names listed above on 01/2026. NOTICE- This Fictitious Name Statement expires five years from the date it was filed in the office of the County Clerk. A new Fictitious Business Name Statement must be filed prior to that date. The filing of this statement does not of itself authorize the use in this state of a Fictitious Business Name in violation of the rights of another under Federal, State, or common law (See section 14411 et seq. Business and Professions Code)Publish: Mountain View News/JDC xyxy=(697,918,913,1158)
notice-body: The following person(s) is (are) doing business as: J&M FURNITURE, 4965 SOUTH CENTRAL AVE, LOS ANGELES, CA 90011. Full name of registrant(s) is (are) LUIS ALBERTO ARENAS AMEZCUA, 4965 SOUTH CENTRAL AVE, LOS ANGELES, CA 90011. This Business is conducted by: AN INDIVIDUAL. Signed: LUIS ALBERTO ARENAS AMEZCUA/OWNER. This statement was filed with the County Clerk of Los Angeles County on 02/03/2026. The registrant(s) have (has) commenced to transact business under the fictitious business name or names listed above on N/A. NOTICE- This Fictitious Name Statement expires five years from the date it was filed in the office of the County Clerk. A new Fictitious Business Name Statement must be filed prior to that date. The filing of this statement does not of itself authorize the use in this state of a Fictitious Business Name in violation of the rights of another under Federal, State, or common law (See section 14411 et seq. Business and Professions Code) Publish: Mountain View News/JDC xyxy=(927,805,1144,1056)
notice-publication-dates: Dates Pub: FEB 14, 21, 28, MAR 07, 2026 xyxy=(697,1743,872,1755)
notice-column xyxy=(927,98,1144,2546)
notice-body: The following person(s) is (are) doing business as: RIVERA DESIGN & PRINT, 4309 COURTLAND ST, LYNWOOD, CA 90262. Full name of registrant(s) is (are) DOMINGO HERNANDEZ ATUM, 4309 COURTLAND ST, LYNWOOD, CA 90262. This Business is conducted by: AN INDIVIDUAL. Signed: DOMINGO HERNANDEZ ATUM/OWNER. This statement was filed with the County Clerk of Los Angeles County on 02/17/2026. The registrant(s) have (has) commenced to transact business under the fictitious business name or names listed above on 02/2026. NOTICE- This Fictitious Name Statement expires five years from the date it was filed in the office of the County Clerk. A new Fictitious Business Name Statement must be filed prior to that date. The filing of this statement does not of itself authorize the use in this state of a Fictitious Business Name in violation of the rights of another under Federal, State, or common law (See section 14411 et seq. Business and Professions Code) Publish: Mountain View News/JDC xyxy=(6,1795,222,2034)
notice-body: The following person(s) is (are) doing business as: THE SNAP TREE NORTHRIDGE 9301 TAMPA AVE #1098 NORTHRIDGE, CA. 91324. Full name of registrant(s) is (are) NAIM CONSULTING LLC 7420 FULTON AVE NORTH HOLLYWOOD, CA. 91606. This Business is conducted by: AN LLC. Signed: NAIM CONSULTING LLC, SHON NAIM, CEO. This statement was filed with the County Clerk of Los Angeles County on 01/20/2026. The registrant(s) have (has) commenced to transact business under the fictitious business name or names listed above on 01/2015. NOTICE- This Fictitious Name Statement expires five years from the date it was filed in the office of the County Clerk. A new Fictitious Business Name Statement must be filed prior to that date. The filing of this statement does not of itself authorize the use in this state of a Fictitious Business Name in violation of the rights of another under Federal, State, or common law (See section 14411 et seq. Business and Professions Code) Publish: ES Mountain Views News xyxy=(467,1212,683,1451)
legal-notice xyxy=(236,265,453,515)
notice-body: The following person(s) is (are) doing business as: AMOOCA HOME IMPROVEMENT, 461 S WILMINGTON AVE, COMPTON, CA 90220. Full name of registrant(s) is (are) ROGELIO ROSAS, 461 S WILMINGTON AVE, COMPTON, CA 90220. This Business is conducted by: AN INDIVIDUAL. Signed: ROGELIO ROSAS/OWNER. This statement was filed with the County Clerk of Los Angeles County on 01/29/2026. The registrant(s) have (has) commenced to transact business under the fictitious business name or names listed above on N/A. NOTICE- This Fictitious Name Statement expires five years from the date it was filed in the office of the County Clerk. A new Fictitious Business Name Statement must be filed prior to that date. The filing of this statement does not of itself authorize the use in this state of a Fictitious Business Name in violation of the rights of another under Federal, State, or common law (See section 14411 et seq. Business and Professions Code) Publish: Mountain View News/JDC xyxy=(1158,1605,1374,1843)
continued-notice: Signed: LUIS ALONSO FLORES ALVAREZ/OWNER. This statement was filed with the County Clerk of Los Angeles County on 01/20/2026. The registrant(s) have (has) commenced to transact business under the fictitious business name or names listed above on N/A. NOTICE- This Fictitious Name Statement expires five years from the date it was filed in the office of the County Clerk. A new Fictitious Business Name Statement must be filed prior to that date. The filing of this statement does not of itself authorize the use in this state of a Fictitious Business Name in violation of the rights of another under Federal, State, or common law (See section 14411 et seq. Business and Professions Code)Publish: ES Mountain Views News Dates Pub: FEB 14, 21, 28, MAR 07, 2026 xyxy=(697,98,913,291)
legal-notice xyxy=(236,1166,453,1473)
notice-publication-dates: Dates Pub: FEB 21, 28, MAR 07, 14, 2026 xyxy=(6,953,181,965)
legal-notice xyxy=(1158,637,1374,819)
notice-publication-dates: Dates Pub: FEB 14, 21, 28, MAR 07, 2026 xyxy=(236,1461,412,1473)
notice-file-number: FICTITIOUS BUSINESS NAME STATEMENT File No. 2026327965 xyxy=(236,862,453,885)
legal-notice xyxy=(1158,828,1374,1056)
notice-file-number: STATEMENT File No. 2026-035028 xyxy=(6,972,158,984)
notice-body: The following person(s) is (are) doing business as: ELEMENT MANAGEMENT, INC. 20335 VENTURA BLVD SUITE 225 WOODLAND HILLS, CA. 91364. Full name of registrant(s) is (are) SHEREE MANAGEMENT INC. 20335 VENTURA BLVD SUITE 225 WOODLAND HILLS, CA. 91364. This Business is conducted by: A CORPORATION. Signed: SHEREE MANAGEMENT INC, MONICA SWANSON, PRESIDENT. This statement was filed with the County Clerk of Los Angeles County on 02/10/2026. The registrant(s) have (has) commenced to transact business under the fictitious business name or names listed above on 12/2025. NOTICE- This Fictitious Name Statement expires five years from the date it was filed in the office of the County Clerk. A new Fictitious Business Name Statement must be filed prior to that date. The filing of this statement does not of itself authorize the use in this state of a Fictitious Business Name in violation of the rights of another under Federal, State, or common law (See section 14411 et seq. Business and Professions Code) Publish: ES Mountain Views News xyxy=(236,884,453,1146)
notice-body: STATEMENT of ABANDONMENT OF USE OF FICTITIOUS BUSINESS NAME. The following person(s) ARACELI PEREZ ESPARZA, 13331 LAKEWOOD BLVD. #6, DOWNEY, CA 90242. has/have abandoned the use of the fictitious business name: LA CASA DEL ROJON, 13331 LAKEWOOD BLVD.SPC B13,DOWNEY, CA 90242 The fictitious business name referred to above was filed on 09/01/2021, in the county of Los Angeles. The original file number of 2021162548. The business was conducted by: AN INDIVIDUAL. This statement was filed with the County Clerk of Los Angeles on 02/12/2025. The business information in this statement is true and correct. (A registrant who declares as true information which he or she knows to be false, is guilty of a crime.) ARACELI PEREZ ESPARZA,OWNER Publish: Mountain Views News xyxy=(1158,839,1374,1044)
notice-body: The following person(s) is (are) doing business as: ORBIT APPAREL, 8164 SAN CARLOS AVE, SOUTH GATE, CA 90280. Full name of registrant(s) is (are) ADRIANA CASTELO PALAFOX, 8164 SAN CARLOS AVE, SOUTH GATE, CA 90280. This Business is conducted by: AN INDIVIDUAL. Signed: ADRIANA CASTELO PALAFOX/OWNER. This statement was filed with the County Clerk of Los Angeles County on 02/12/2026. The registrant(s) have (has) commenced to transact business under the fictitious business name or names listed above on 02/2026. NOTICE- This Fictitious Name Statement expires five years from the date it was filed in the office of the County Clerk. A new Fictitious Business Name Statement must be filed prior to that date. The filing of this statement does not of itself authorize the use in this state of a Fictitious Business Name in violation of the rights of another under Federal, State, or common law (See section 14411 et seq. Business and Professions Code) Publish: Mountain View News/JDC xyxy=(927,1684,1144,1934)
notice-body: The following person(s) is (are) doing business as: TRYLOCAL 12659 DORINA PL GRANADA HILLS, CA. 91344. Full name of registrant(s) is (are) GALSTYAN GROUP 12659 DORINA PL GRANADA HILLS, CA. 91344. This Business is conducted by: A CORPORATION. Signed: GALSTYAN GROUP, NAREK GALSTYAN, PRESIDENT. This statement was filed with the County Clerk of Los Angeles County on 01/20/2026. The registrant(s) have (has) commenced to transact business under the fictitious business name or names listed above on 09/2025. NOTICE- This Fictitious Name Statement expires five years from the date it was filed in the office of the County Clerk. A new Fictitious Business Name Statement must be filed prior to that date. The filing of this statement does not of itself authorize the use in this state of a Fictitious Business Name in violation of the rights of another under Federal, State, or common law (See section 14411 et seq. Business and Professions Code)Publish: ES Mountain Views News xyxy=(697,322,913,561)
notice-column xyxy=(1158,98,1374,2546)
notice-body: The following person(s) is (are) doing business as: IMPERIAL CLIPPERS BARBER SHOP, 3354 IMPERIAL HWY, LYNWOOD, CA 90262. Full name of registrant(s) is (are) KATALEA AKA INC, 3354 IMPERIAL HWY, LYNWOOD, CA 90262. This Business is conducted by: A CORPORATION. Signed: BRENDA ACEVES/CEO. This statement was filed with the County Clerk of Los Angeles County on 02/04/2026. The registrant(s) have (has) commenced to transact business under the fictitious business name or names listed above on N/A. NOTICE- This Fictitious Name Statement expires five years from the date it was filed in the office of the County Clerk. A new Fictitious Business Name Statement must be filed prior to that date. The filing of this statement does not of itself authorize the use in this state of a Fictitious Business Name in violation of the rights of another under Federal, State, or common law (See section 14411 et seq. Business and Professions Code) Publish: Mountain View News/JDC xyxy=(927,219,1144,458)
notice-file-number: FICTITIOUS BUSINESS NAME STATEMENT File No. 2026-030731 xyxy=(927,2247,1144,2270)
notice-file-number: FICTITIOUS BUSINESS NAME STATEMENT File No. 2026-021436 xyxy=(1158,1300,1374,1323)
notice-body: The following person(s) is (are) doing business as: JADE HOUSE CLEANING 5453 NORWALK BLVD APT E WHITTIER, CA. 90601. Full name of registrant(s) is (are) EDMY MARQUEZ 5453 NORWALK BLVD APT E WHITTIER, CA. 90601. This Business is conducted by: AN INDIVIDUAL. Signed: EDMY MARQUEZ/OWNER. This statement was filed with the County Clerk of Los Angeles County on 02/03/2026. The registrant(s) have (has) commenced to transact business under the fictitious business name or names listed above on N/A. NOTICE- This Fictitious Name Statement expires five years from the date it was filed in the office of the County Clerk. A new Fictitious Business Name Statement must be filed prior to that date. The filing of this statement does not of itself authorize the use in this state of a Fictitious Business Name in violation of the rights of another under Federal, State, or common law (See section 14411 et seq. Business and Professions Code) Publish: ES Mountain Views News xyxy=(6,432,222,671)
notice-body: The following person(s) is (are) doing business as: SPACE CONSTRUCTION, 20434 W 235TH PLACE, TORRANCE, CA 90501. Full name of registrant(s) is (are) BRUCE KENNEDY, 20434 W 235TH PLACE, TORRANCE, CA 90501. This Business is conducted by: AN INDIVIDUAL. Signed: BRUCE KENNEDY/OWNER. This statement was filed with the County Clerk of Los Angeles County on xyxy=(6,2065,222,2167)
notice-file-number: FICTITIOUS BUSINESS NAME STATEMENT File No. 2026004320 xyxy=(236,1166,453,1189)
notice-publication-dates: Dates Pub: FEB 07, 14, 21, 28, 2026 xyxy=(1158,1279,1307,1291)
notice-file-number: FICTITIOUS BUSINESS NAME STATEMENT File No. 2026013578 xyxy=(467,1774,683,1798)
notice-file-number: STATEMENT File No. 2026-036006 xyxy=(6,1783,158,1795)
notice-body: The following person(s) is (are) doing business as: J.RESTORATION, 18652 E. DUELL ST, AZUSA, CA 91702. Full name of registrant(s) is (are) JOAQUIN PEREZ MUNOZ, 18652 E. DUELL ST, AZUSA, CA 91702. This Business is conducted by: AN INDIVIDUAL. Signed: JOAQUIN PEREZ MUNOZ/OWNER. This statement was filed with the County Clerk of Los Angeles County on 02/10/2026. The registrant(s) have (has) commenced to transact business under the fictitious business name or names listed above on 05/2018. NOTICE- This Fictitious Name Statement expires five years from the date it was filed in the office of the County Clerk. A new Fictitious Business Name Statement must be filed prior to that date. The filing of this statement does not of itself authorize the use in this state of a Fictitious Business Name in violation of the rights of another under Federal, State, or common law (See section 14411 et seq. Business and Professions Code) Publish: Mountain View News/JDC xyxy=(927,1098,1144,1337)
header-line xyxy=(8,69,436,90)
notice-body: STATEMENT of ABANDONMENT OF USE OF FICTITIOUS BUSINESS NAME. The following person(s) has abandoned the use of the fictitious business name: EAST LA TIRES, 4677 E OLYMPIC BLVD, LOS ANGELES, CA 90022. The fictitious business name referred to above was filed on 03/30/2022, in the county of Los Angeles. The original file number of 2022068473. The business was conducted by: AN INDIVIDUAL. This statement was filed with the County Clerk of Los Angeles on 02/09/2026. The business information in this statement is true and correct. (A registrant who declares as true information which he or she knows to be false, is guilty of a crime.) NOE B URBAS/OWNER Publish: Mountain Views News xyxy=(1158,648,1374,819)
notice-file-number: FILE NO. 2026-029655 xyxy=(1158,637,1257,649)
notice-publication-dates: Dates Pub: FEB 21, 28, MAR 07, 14, 2026 xyxy=(6,671,181,683)
notice-publication-dates: Dates Pub: FEB 14, 21, 28, MAR 07, 2026 xyxy=(697,560,872,571)
notice-body: The following person(s) is (are) doing business as: THRIFTY SHOPPER LIQUOR 18925 SOLEDAD CANYON RD CANYON COUNTRY, CA. 91351. Full name of registrant(s) is (are) SAMEER HANNOUN 18925 SOLEDAD CANYON RD CANYON COUNTRY, CA. 91351; RIAD HANNOUN 18925 SOLEDAD CANYON RD CANYON COUNTRY, CA. 91351. This Business is conducted by: GENERAL PARTNERSHIP. Signed: RIAD HANNOUN,GENERAL PARTNER. This statement was filed with the County Clerk of Los Angeles County on 01/16/2026. The registrant(s) have (has) commenced to transact business under the fictitious business name or names listed above on 01/1982. NOTICE- This Fictitious Name Statement expires five years from the date it was filed in the office of the County Clerk. A new Fictitious Business Name Statement must be filed prior to that date. The filing of this statement does not of itself authorize the use in this state of a Fictitious Business Name in violation of the rights of another under Federal, State, or common law (See section 14411 et seq. Business and Professions Code)Publish: ES Mountain Views News xyxy=(467,603,683,876)
